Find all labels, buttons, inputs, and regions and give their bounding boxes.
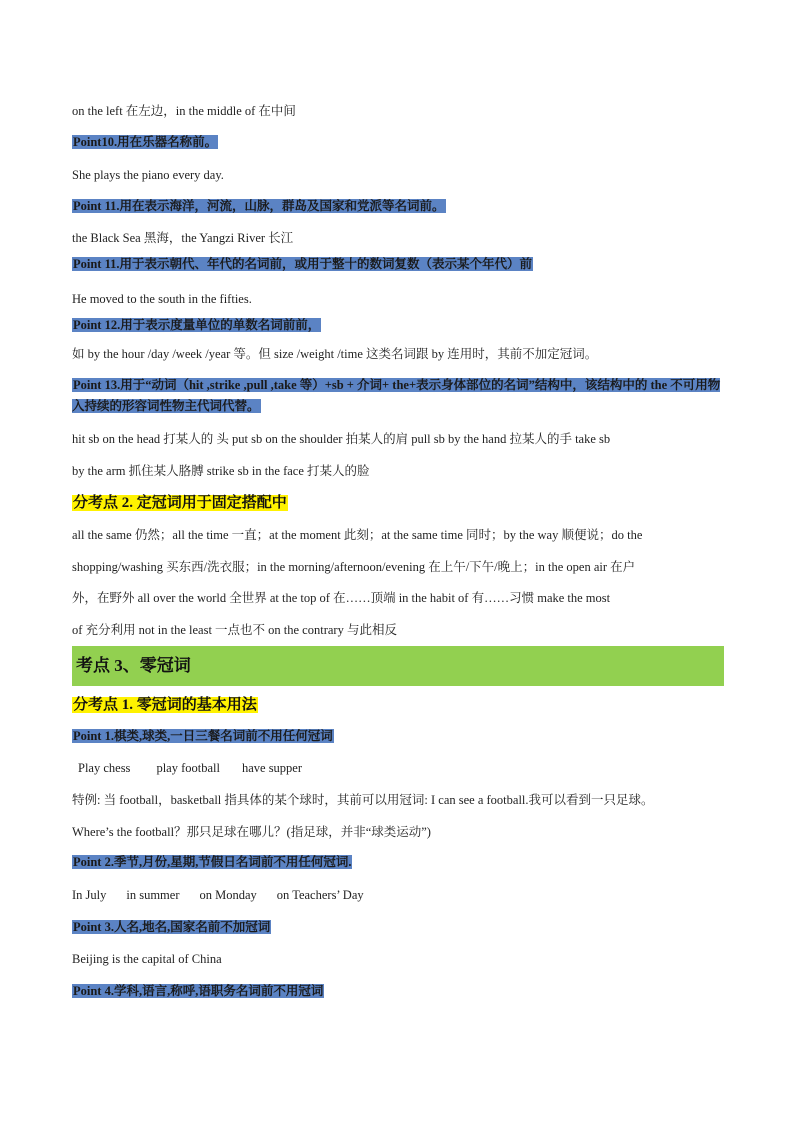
point-heading: Point10.用在乐器名称前。: [73, 135, 218, 149]
point-heading: Point 4.学科,语言,称呼,语职务名词前不用冠词: [73, 984, 324, 998]
sub-point-heading: 分考点 2. 定冠词用于固定搭配中: [73, 495, 287, 511]
section-heading: 考点 3、零冠词: [72, 646, 724, 686]
point-heading: Point 11.用在表示海洋，河流，山脉，群岛及国家和党派等名词前。: [73, 199, 445, 213]
text-line: Where’s the football？那只足球在哪儿？(指足球，并非“球类运动”): [72, 825, 431, 839]
example-line: In July in summer on Monday on Teachers’ Day: [72, 888, 364, 902]
example-line: hit sb on the head 打某人的 头 put sb on the shoulder 拍某人的肩 pull sb by the hand 拉某人的手 take sb: [72, 432, 611, 446]
example-line: She plays the piano every day.: [72, 168, 224, 182]
example-line: by the arm 抓住某人胳膊 strike sb in the face 打某人的脸: [72, 464, 370, 478]
text-line: shopping/washing 买东西/洗衣服；in the morning/afternoon/evening 在上午/下午/晚上；in the open air 在户: [72, 560, 636, 574]
text-line: of 充分利用 not in the least 一点也不 on the contrary 与此相反: [72, 623, 397, 637]
text-line: on the left 在左边，in the middle of 在中间: [72, 104, 296, 118]
sub-point-heading: 分考点 1. 零冠词的基本用法: [73, 697, 257, 713]
example-line: Beijing is the capital of China: [72, 952, 222, 966]
point-heading: Point 1.棋类,球类,一日三餐名词前不用任何冠词: [73, 729, 333, 743]
point-heading: Point 11.用于表示朝代、年代的名词前，或用于整十的数词复数（表示某个年代）前: [73, 257, 533, 271]
point-heading: Point 13.用于“动词（hit ,strike ,pull ,take 等）+sb + 介词+ the+表示身体部位的名词”结构中，该结构中的 the 不可用物入持续的形容词性物主代词代替。: [72, 378, 721, 413]
text-line: 外，在野外 all over the world 全世界 at the top of 在……顶端 in the habit of 有……习惯 make the most: [72, 591, 611, 605]
text-line: 特例: 当 football，basketball 指具体的某个球时，其前可以用冠词: I can see a football.我可以看到一只足球。: [72, 793, 654, 807]
example-line: He moved to the south in the fifties.: [72, 292, 252, 306]
text-line: all the same 仍然；all the time 一直；at the moment 此刻；at the same time 同时；by the way 顺便说；do the: [72, 528, 643, 542]
text-line: 如 by the hour /day /week /year 等。但 size /weight /time 这类名词跟 by 连用时，其前不加定冠词。: [72, 347, 598, 361]
point-heading: Point 12.用于表示度量单位的单数名词前前，: [73, 318, 321, 332]
example-line: Play chess play football have supper: [78, 761, 303, 775]
example-line: the Black Sea 黑海，the Yangzi River 长江: [72, 231, 294, 245]
point-heading: Point 3.人名,地名,国家名前不加冠词: [73, 920, 271, 934]
point-heading: Point 2.季节,月份,星期,节假日名词前不用任何冠词.: [73, 855, 352, 869]
